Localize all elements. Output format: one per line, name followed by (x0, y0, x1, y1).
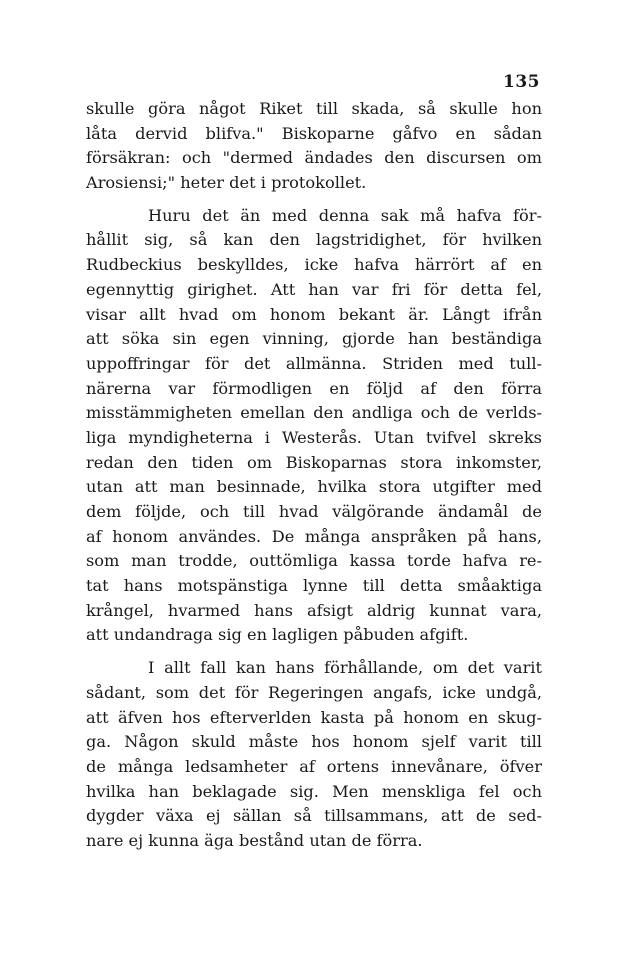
text-line: ga. Någon skuld måste hos honom sjelf varit till (86, 732, 542, 752)
text-line: skulle göra något Riket till skada, så skulle hon (86, 99, 542, 118)
text-line: försäkran: och "dermed ändades den discursen om (86, 148, 542, 168)
text-line: af honom användes. De många anspråken på hans, (86, 526, 542, 546)
text-line: visar allt hvad om honom bekant är. Långt ifrån (86, 304, 542, 324)
paragraph (86, 204, 542, 648)
text-line: Arosiensi;" heter det i protokollet. (86, 173, 367, 193)
text-line: som man trodde, outtömliga kassa torde hafva re- (86, 551, 542, 571)
text-line: I allt fall kan hans förhållande, om det varit (148, 658, 542, 678)
text-line: dem följde, och till hvad välgörande ändamål de (86, 502, 542, 521)
text-line: dygder växa ej sällan så tillsammans, att de sed- (86, 806, 542, 826)
text-line: sådant, som det för Regeringen angafs, icke undgå, (86, 682, 542, 702)
text-line: tat hans motspänstiga lynne till detta småaktiga (86, 576, 542, 596)
body-text (86, 97, 542, 854)
text-line: egennyttig girighet. Att han var fri för detta fel, (86, 279, 542, 299)
text-line: att äfven hos efterverlden kasta på honom en skug- (86, 707, 542, 727)
paragraph (86, 656, 542, 854)
paragraph-gap (86, 196, 542, 204)
text-line: de många ledsamheter af ortens innevånare, öfver (86, 756, 542, 776)
text-line: utan att man besinnade, hvilka stora utgifter med (86, 477, 542, 497)
text-line: nare ej kunna äga bestånd utan de förra. (86, 830, 423, 850)
text-line: uppoffringar för det allmänna. Striden med tull- (86, 353, 542, 373)
text-line: misstämmigheten emellan den andliga och de verlds- (86, 403, 542, 423)
text-line: närerna var förmodligen en följd af den förra (86, 378, 542, 398)
text-line: liga myndigheterna i Westerås. Utan tvifvel skreks (86, 427, 542, 447)
text-line: krångel, hvarmed hans afsigt aldrig kunnat vara, (86, 600, 542, 620)
text-line: hållit sig, så kan den lagstridighet, för hvilken (86, 230, 542, 250)
page-number: 135 (503, 72, 540, 92)
paragraph-gap (86, 648, 542, 656)
text-line: Huru det än med denna sak må hafva för- (148, 205, 542, 225)
text-line: låta dervid blifva." Biskoparne gåfvo en sådan (86, 123, 542, 143)
text-line: hvilka han beklagade sig. Men menskliga fel och (86, 781, 542, 801)
text-line: redan den tiden om Biskoparnas stora inkomster, (86, 452, 542, 472)
text-line: att söka sin egen vinning, gjorde han beständiga (86, 329, 542, 349)
paragraph (86, 97, 542, 196)
text-line: Rudbeckius beskylldes, icke hafva härrört af en (86, 255, 542, 275)
text-line: att undandraga sig en lagligen påbuden afgift. (86, 625, 469, 645)
